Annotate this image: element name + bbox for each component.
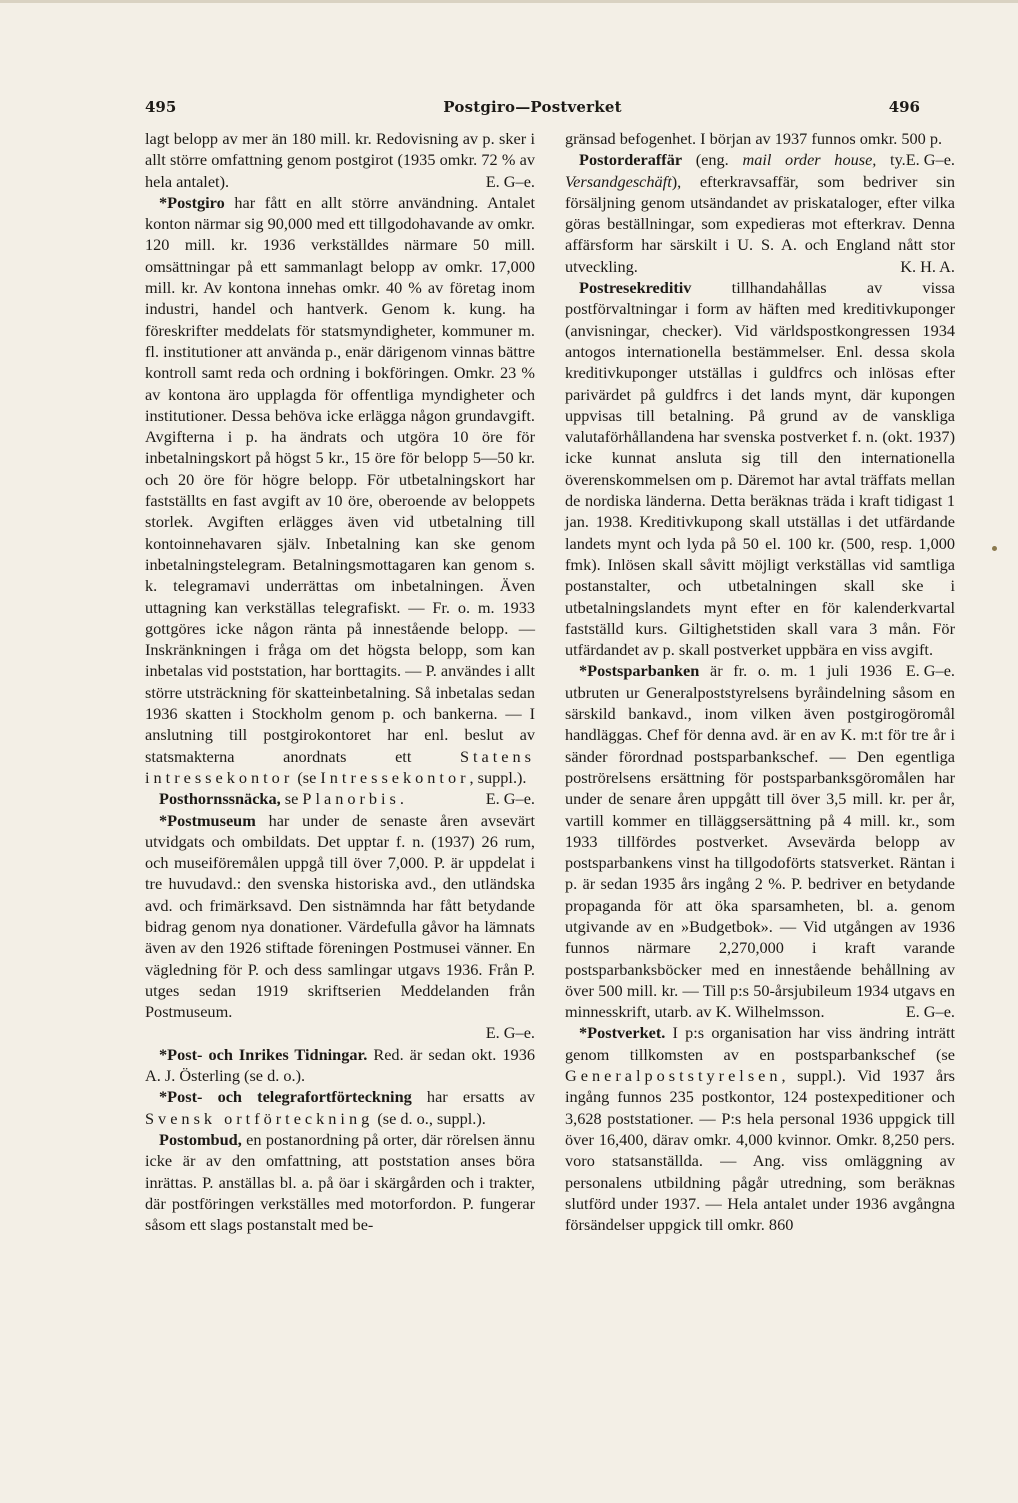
running-header: [145, 98, 920, 120]
entry-postorderaffar: Postorderaffär (eng. mail order house, ty. Versandgeschäft), efterkravsaffär, som bedriver sin försäljning genom utsändandet av priskataloger, efter vilka göras beställningar, som expedieras mot efterkrav. Denna affärsform har särskilt i U. S. A. och England nått stor utveckling. K. H. A.: [565, 150, 955, 276]
author-signature: E. G–e.: [905, 1002, 955, 1022]
entry-headword: Postresekreditiv: [579, 278, 692, 298]
entry-post-och-inrikes-tidningar: *Post- och Inrikes Tidningar. Red. är sedan okt. 1936 A. J. Österling (se d. o.).: [145, 1044, 535, 1086]
entry-postmuseum: *Postmuseum har under de senaste åren avsevärt utvidgats och ombildats. Det upptar f. n. (1937) 26 rum, och museiföremålen uppgå till över 7,000. P. är uppdelat i tre huvudavd.: den svenska historiska avd., den utländska avd. och frimärksavd. Den sistnämnda har fått betydande bidrag genom nya donationer. Värdefulla gåvor ha lämnats även av den 1926 stiftade föreningen Postmusei vänner. En vägledning för P. och dess samlingar utgavs 1936. Från P. utges sedan 1919 skriftserien Meddelanden från Postmuseum. E. G–e.: [145, 810, 535, 1043]
scan-edge: [0, 0, 1018, 3]
author-signature: E. G–e.: [905, 150, 955, 170]
author-signature: E. G–e.: [485, 171, 535, 191]
entry-headword: *Post- och Inrikes Tidningar.: [159, 1044, 368, 1064]
entry-headword: *Postsparbanken: [579, 661, 700, 681]
page-number-left: 495: [145, 98, 177, 116]
header-title: Postgiro—Postverket: [443, 98, 622, 116]
left-column: [145, 128, 535, 1235]
author-signature: E. G–e.: [905, 661, 955, 681]
entry-postverket: *Postverket. I p:s organisation har viss ändring inträtt genom tillkomsten av en postsparbankschef (se Generalpoststyrelsen, suppl.). Vid 1937 års ingång funnos 235 postkontor, 124 postexpeditioner och 3,628 poststationer. — P:s hela personal 1936 uppgick till över 16,400, därav omkr. 4,000 kvinnor. Omkr. 8,250 pers. voro statsanställda. — Ang. viss omläggning av personalens utbildning pågår utredning, som beräknas slutförd under 1937. — Hela antalet under 1936 avgångna försändelser uppgick till omkr. 860: [565, 1023, 955, 1235]
author-signature: E. G–e.: [485, 1023, 535, 1043]
author-signature: K. H. A.: [900, 256, 955, 276]
entry-headword: *Postmuseum: [159, 810, 256, 830]
entry-postresekreditiv: Postresekreditiv tillhandahållas av vissa postförvaltningar i form av häften med kreditivkuponger (anvisningar, checker). Vid världspostkongressen 1934 antogos internationella bestämmelser. Enl. dessa skola kreditivkuponger utställas i guldfrcs och inlösas efter parivärdet på guldfrcs i det lands mynt, där kupongen uppvisas till betalning. På grund av de vanskliga valutaförhållandena har svenska postverket f. n. (okt. 1937) icke kunnat ansluta sig till den internationella överenskommelsen om p. Däremot har avtal träffats mellan de nordiska länderna. Detta beräknas träda i kraft tidigast 1 jan. 1938. Kreditivkupong skall utställas i det utfärdande landets mynt och lyda på 50 el. 100 kr. (500, resp. 1,000 fmk). Inlösen skall såvitt möjligt verkställas vid samtliga postanstalter, och utbetalningen skall ske i utbetalningslandets mynt efter en för kalenderkvartal fastställd kurs. Giltighetstiden skall vara 3 mån. För utfärdandet av p. skall postverket uppbära en viss avgift. E. G–e.: [565, 278, 955, 681]
page-number-right: 496: [888, 98, 920, 116]
margin-speck: [992, 546, 997, 551]
entry-headword: *Post- och telegrafortförteckning: [159, 1087, 412, 1107]
entry-postsparbanken: *Postsparbanken är fr. o. m. 1 juli 1936 utbruten ur Generalpoststyrelsens byråindelning såsom en särskild bankavd., inom vilken även postgirogöromål handläggas. Chef för denna avd. är en av K. m:t för tre år i sänder förordnad postsparbankschef. — Den egentliga poströrelsens ersättning för postsparbanksgöromålen har under de senare åren uppgått till över 3,5 mill. kr. per år, vartill kommer en tilläggsersättning på 4 mill. kr., som 1933 tillfördes postverket. Avsevärda belopp av postsparbankens vinst ha tillgodoförts statsverket. Räntan i p. är sedan 1935 års ingång 2 %. P. bedriver en betydande propaganda för att öka sparsamheten, bl. a. genom utgivande av en »Budgetbok». — Vid utgången av 1936 funnos närmare 2,270,000 i kraft varande postsparbanksböcker med en innestående behållning av över 500 mill. kr. — Till p:s 50-årsjubileum 1934 utgavs en minnesskrift, utarb. av K. Wilhelmsson. E. G–e.: [565, 661, 955, 1022]
entry-headword: Postombud,: [159, 1129, 242, 1149]
author-signature: E. G–e.: [485, 789, 535, 809]
entry-headword: Postorderaffär: [579, 150, 683, 170]
entry-continuation: lagt belopp av mer än 180 mill. kr. Redovisning av p. sker i allt större omfattning genom postgirot (1935 omkr. 72 % av hela antalet). E. G–e.: [145, 129, 535, 191]
entry-headword: *Postgiro: [159, 192, 225, 212]
entry-headword: Posthornssnäcka,: [159, 789, 281, 809]
right-column: [565, 128, 955, 1235]
entry-post-och-telegrafortforteckning: *Post- och telegrafortförteckning har ersatts av Svensk ortförteckning (se d. o., suppl.).: [145, 1087, 535, 1128]
entry-headword: *Postverket.: [579, 1023, 666, 1043]
entry-continuation: gränsad befogenhet. I början av 1937 funnos omkr. 500 p. E. G–e.: [565, 129, 955, 170]
entry-postombud: Postombud, en postanordning på orter, där rörelsen ännu icke är av den omfattning, att poststation anses böra inrättas. P. anställas bl. a. på öar i skärgården och i trakter, där postföringen verkställes med motorfordon. P. fungerar såsom ett slags postanstalt med be-: [145, 1129, 535, 1235]
entry-postgiro: *Postgiro har fått en allt större användning. Antalet konton närmar sig 90,000 med ett tillgodohavande av omkr. 120 mill. kr. 1936 verkställdes närmare 50 mill. omsättningar på ett sammanlagt belopp av omkr. 17,000 mill. kr. Av kontona innehas omkr. 40 % av företag inom industri, handel och hantverk. Genom k. kung. ha föreskrifter meddelats för statsmyndigheter, kommuner m. fl. institutioner att använda p., enär därigenom vinnas bättre kontroll samt reda och ordning i bokföringen. Omkr. 23 % av kontona äro upplagda för offentliga myndigheter och institutioner. Dessa behöva icke erlägga någon grundavgift. Avgifterna i p. ha ändrats och utgöra 10 öre för inbetalningskort på högst 5 kr., 15 öre för belopp 5—50 kr. och 20 öre för högre belopp. För utbetalningskort har fastställts en fast avgift av 10 öre, oberoende av beloppets storlek. Avgiften erlägges även vid utbetalning till kontoinnehavaren själv. Inbetalning kan ske genom inbetalningstelegram. Betalningsmottagaren kan genom s. k. telegramavi underrättas om inbetalningen. Även uttagning kan verkställas telegrafiskt. — Fr. o. m. 1933 gottgöres icke någon ränta på innestående belopp. — Inskränkningen i fråga om det högsta belopp, som kan inbetalas vid poststation, har borttagits. — P. användes i allt större utsträckning för skatteinbetalning. Så inbetalas sedan 1936 skatten i Stockholm genom p. och bankerna. — I anslutning till postgirokontoret har enl. beslut av statsmakterna anordnats ett Statens intressekontor (se Intressekontor, suppl.). E. G–e.: [145, 192, 535, 809]
entry-posthornssnacka: Posthornssnäcka, se Planorbis.: [159, 789, 404, 809]
